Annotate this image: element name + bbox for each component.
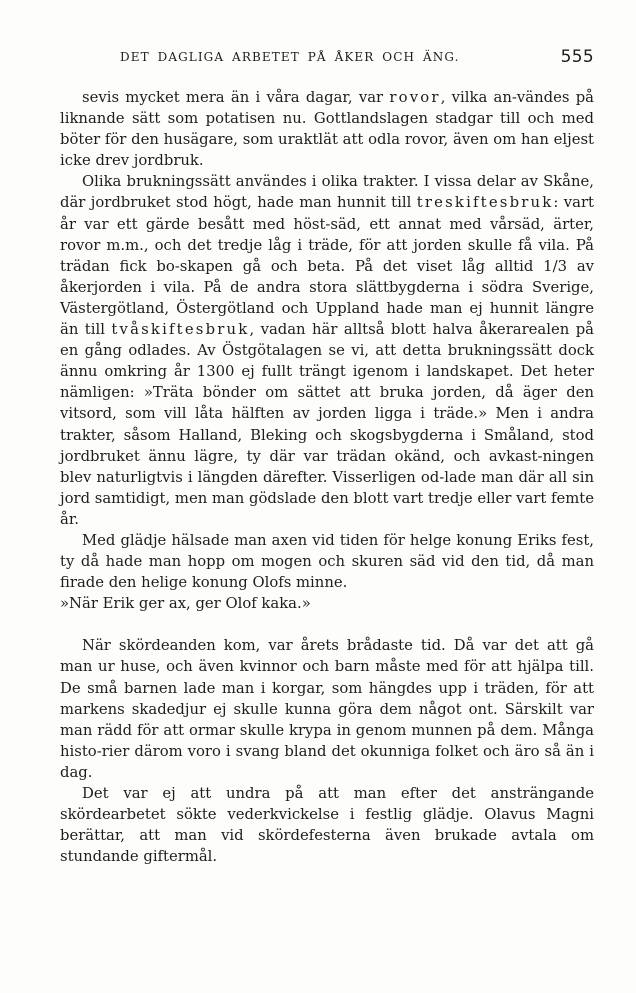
proverb-line xyxy=(60,593,594,614)
paragraph xyxy=(60,635,594,783)
emphasized-term: treskiftesbruk xyxy=(416,194,554,212)
text-run: »När Erik ger ax, ger Olof kaka.» xyxy=(60,595,311,613)
paragraph xyxy=(60,530,594,593)
paragraph xyxy=(60,783,594,867)
emphasized-term: tvåskiftesbruk xyxy=(111,321,250,339)
text-run: , vadan här alltså blott halva åkerarealen på en gång odlades. Av Östgötalagen se vi, att detta brukningssätt dock ännu omkring år 1300 ej fullt trängt igenom i landskapet. Det heter nämligen: »Träta bönder om sättet att bruka jorden, då äger den vitsord, som vill låta hälften av jorden ligga i träde.» Men i andra trakter, såsom Halland, Bleking och skogsbygderna i Småland, stod jordbruket ännu lägre, ty där var trädan okänd, och avkast-ningen blev naturligtvis i längden därefter. Visserligen od-lade man där all sin jord samtidigt, men man gödslade den blott vart tredje eller vart femte år. xyxy=(60,321,594,528)
running-header xyxy=(60,40,594,74)
emphasized-term: rovor xyxy=(389,89,441,106)
text-run: Det var ej att undra på att man efter det ansträngande skördearbetet sökte vederkvickelse i festlig glädje. Olavus Magni berättar, att man vid skördefesterna även brukade avtala om stundande giftermål. xyxy=(60,785,594,866)
text-run: , vilka an-vändes på liknande sätt som potatisen nu. Gottlandslagen stadgar till och med böter för den husägare, som uraktlät att odla rovor, även om han eljest icke drev jordbruk. xyxy=(60,89,594,170)
paragraph xyxy=(60,87,594,171)
chapter-title: DET DAGLIGA ARBETET PÅ ÅKER OCH ÄNG. xyxy=(120,50,460,64)
paragraph xyxy=(60,171,594,530)
text-run: sevis mycket mera än i våra dagar, var xyxy=(82,89,390,106)
book-page xyxy=(60,40,594,867)
body-text xyxy=(60,87,594,867)
text-run: : vart år var ett gärde besått med höst-säd, ett annat med vårsäd, ärter, rovor m.m., och det tredje låg i träde, för att jorden skulle få vila. På trädan fick bo-skapen gå och beta. På det viset låg alltid 1/3 av åkerjorden i vila. På de andra stora slättbygderna i södra Sverige, Västergötland, Östergötland och Uppland hade man ej hunnit längre än till xyxy=(60,194,595,339)
text-run: När skördeanden kom, var årets brådaste tid. Då var det att gå man ur huse, och även kvinnor och barn måste med för att hjälpa till. De små barnen lade man i korgar, som hängdes upp i träden, för att markens skadedjur ej skulle kunna göra dem något ont. Särskilt var man rädd för att ormar skulle krypa in genom munnen på dem. Många histo-rier därom voro i svang bland det okunniga folket och äro så än i dag. xyxy=(60,637,594,781)
page-number: 555 xyxy=(560,47,594,67)
text-run: Med glädje hälsade man axen vid tiden för helge konung Eriks fest, ty då hade man hopp om mogen och skuren säd vid den tid, då man firade den helige konung Olofs minne. xyxy=(60,531,594,592)
text-run: Olika brukningssätt användes i olika trakter. I vissa delar av Skåne, där jordbruket stod högt, hade man hunnit till xyxy=(60,173,594,212)
